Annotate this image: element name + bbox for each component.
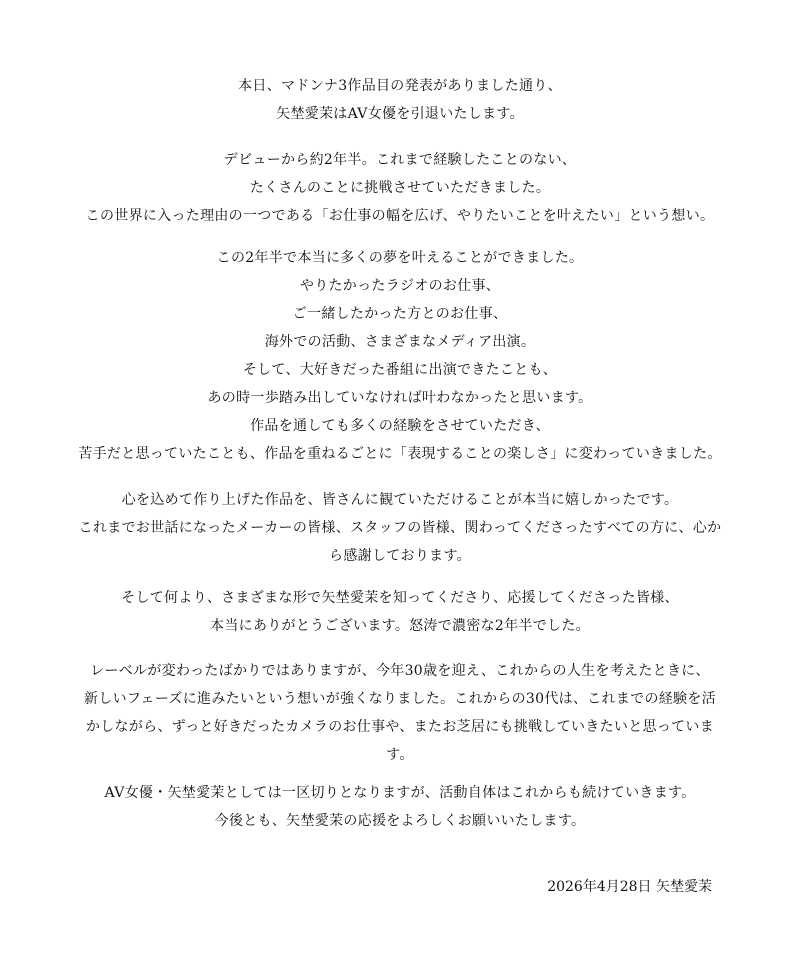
- text-line: 本日、マドンナ3作品目の発表がありました通り、: [238, 78, 562, 94]
- paragraph-closing: [40, 779, 760, 835]
- text-line: 海外での活動、さまざまなメディア出演。: [264, 334, 536, 350]
- paragraph-retirement-announcement: [40, 72, 760, 128]
- paragraph-gratitude-fans: [40, 584, 760, 640]
- text-line: 作品を通しても多くの経験をさせていただき、: [250, 418, 550, 434]
- paragraph-gratitude-makers: [40, 486, 760, 570]
- text-line: たくさんのことに挑戦させていただきました。: [249, 180, 551, 196]
- text-line: かしながら、ずっと好きだったカメラのお仕事や、またお芝居にも挑戦していきたいと思っていま: [85, 719, 715, 735]
- paragraph-debut-reflection: [40, 146, 760, 230]
- text-line: ら感謝しております。: [329, 548, 471, 564]
- text-line: そして何より、さまざまな形で矢埜愛茉を知ってくださり、応援してくださった皆様、: [121, 590, 679, 606]
- text-line: デビューから約2年半。これまで経験したことのない、: [223, 152, 577, 168]
- date-signature: 2026年4月28日 矢埜愛茉: [547, 879, 712, 895]
- paragraph-dreams-fulfilled: [40, 244, 760, 412]
- text-line: 新しいフェーズに進みたいという想いが強くなりました。これからの30代は、これまでの経験を活: [84, 691, 716, 707]
- text-line: これまでお世話になったメーカーの皆様、スタッフの皆様、関わってくださったすべての方に、心か: [78, 520, 722, 536]
- text-line: AV女優・矢埜愛茉としては一区切りとなりますが、活動自体はこれからも続けていきます。: [104, 785, 696, 801]
- paragraph-future-plans: [40, 657, 760, 769]
- text-line: そして、大好きだった番組に出演できたことも、: [242, 362, 558, 378]
- text-line: 矢埜愛茉はAV女優を引退いたします。: [276, 106, 524, 122]
- paragraph-works-experience: [40, 412, 760, 468]
- text-line: この世界に入った理由の一つである「お仕事の幅を広げ、やりたいことを叶えたい」という想い。: [85, 208, 715, 224]
- text-line: 苦手だと思っていたことも、作品を重ねるごとに「表現することの楽しさ」に変わっていきました。: [78, 446, 722, 462]
- text-line: レーベルが変わったばかりではありますが、今年30歳を迎え、これからの人生を考えたときに、: [90, 663, 710, 679]
- text-line: この2年半で本当に多くの夢を叶えることができました。: [216, 250, 584, 266]
- text-line: やりたかったラジオのお仕事、: [299, 278, 501, 294]
- text-line: ご一緒したかった方とのお仕事、: [292, 306, 508, 322]
- text-line: 今後とも、矢埜愛茉の応援をよろしくお願いいたします。: [214, 813, 586, 829]
- text-line: 心を込めて作り上げた作品を、皆さんに観ていただけることが本当に嬉しかったです。: [121, 492, 679, 508]
- text-line: 本当にありがとうございます。怒涛で濃密な2年半でした。: [210, 618, 590, 634]
- text-line: あの時一歩踏み出していなければ叶わなかったと思います。: [207, 390, 593, 406]
- text-line: す。: [386, 747, 414, 763]
